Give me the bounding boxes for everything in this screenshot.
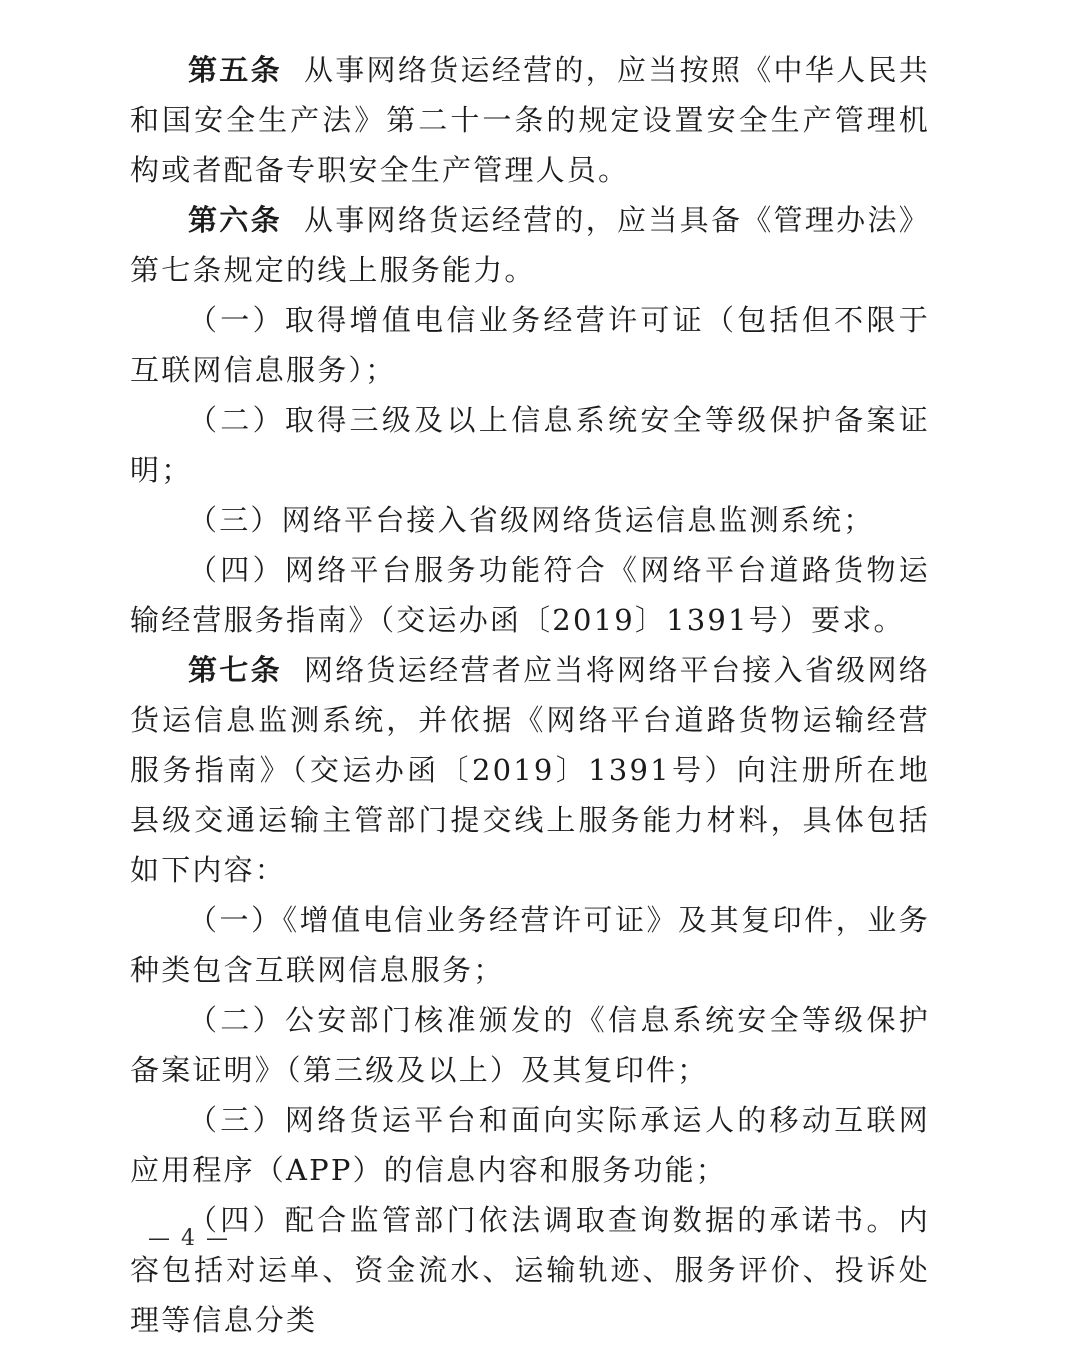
article-5 <box>130 45 930 195</box>
list-item: （四）配合监管部门依法调取查询数据的承诺书。内容包括对运单、资金流水、运输轨迹、服务评价、投诉处理等信息分类 <box>130 1203 930 1337</box>
document-page <box>130 45 930 1345</box>
article-text: 从事网络货运经营的，应当按照《中华人民共和国安全生产法》第二十一条的规定设置安全生产管理机构或者配备专职安全生产管理人员。 <box>130 53 930 187</box>
article-text: 网络货运经营者应当将网络平台接入省级网络货运信息监测系统，并依据《网络平台道路货物运输经营服务指南》（交运办函〔2019〕1391号）向注册所在地县级交通运输主管部门提交线上服务能力材料，具体包括如下内容： <box>130 653 930 887</box>
article-heading: 第六条 <box>188 203 282 237</box>
list-item: （一）《增值电信业务经营许可证》及其复印件，业务种类包含互联网信息服务； <box>130 903 930 987</box>
page-number: — 4 — <box>148 1226 230 1251</box>
list-item: （三）网络平台接入省级网络货运信息监测系统； <box>188 503 875 537</box>
article-heading: 第七条 <box>188 653 282 687</box>
list-item: （二）公安部门核准颁发的《信息系统安全等级保护备案证明》（第三级及以上）及其复印件； <box>130 1003 930 1087</box>
list-item: （三）网络货运平台和面向实际承运人的移动互联网应用程序（APP）的信息内容和服务功能； <box>130 1103 930 1187</box>
article-6 <box>130 195 930 295</box>
list-item: （四）网络平台服务功能符合《网络平台道路货物运输经营服务指南》（交运办函〔2019〕1391号）要求。 <box>130 553 930 637</box>
article-text: 从事网络货运经营的，应当具备《管理办法》第七条规定的线上服务能力。 <box>130 203 930 287</box>
article-heading: 第五条 <box>188 53 282 87</box>
list-item: （二）取得三级及以上信息系统安全等级保护备案证明； <box>130 403 930 487</box>
article-7 <box>130 645 930 895</box>
list-item: （一）取得增值电信业务经营许可证（包括但不限于互联网信息服务）； <box>130 303 930 387</box>
